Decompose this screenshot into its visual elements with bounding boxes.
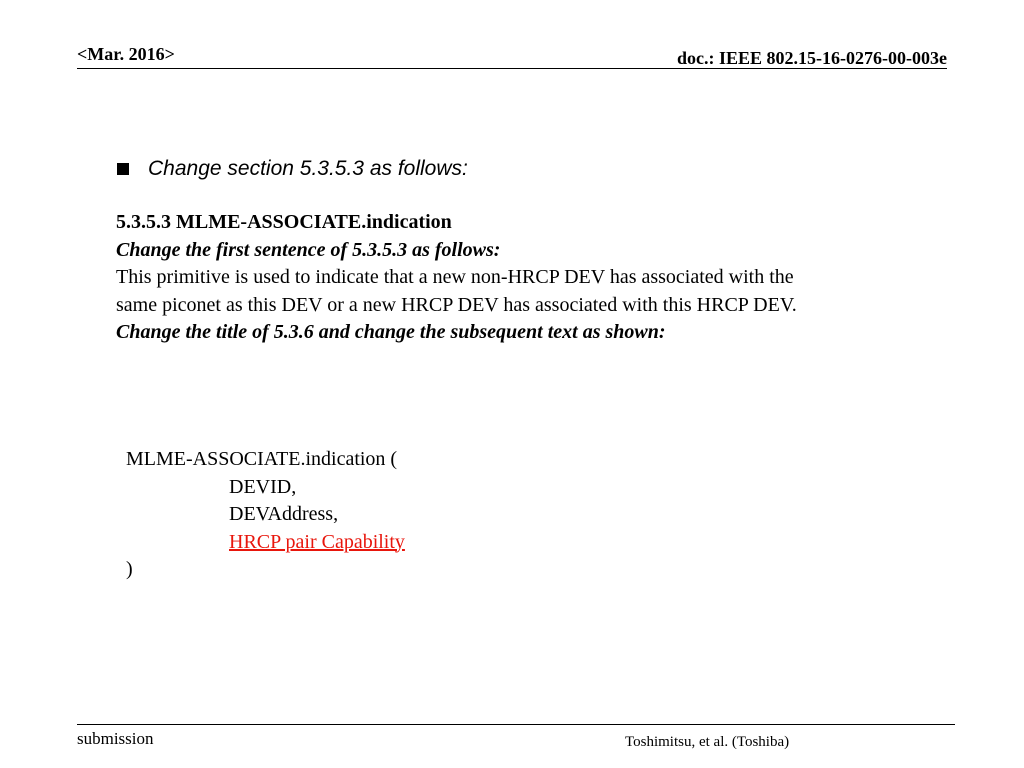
editing-instruction-2: Change the title of 5.3.6 and change the subsequent text as shown: bbox=[116, 321, 666, 343]
bullet-text: Change section 5.3.5.3 as follows: bbox=[148, 157, 468, 180]
primitive-param: DEVID, bbox=[229, 475, 297, 498]
body-text bbox=[116, 209, 836, 347]
primitive-definition bbox=[126, 446, 405, 584]
footer-right: Toshimitsu, et al. (Toshiba) bbox=[625, 734, 790, 750]
header-date: <Mar. 2016> bbox=[77, 44, 175, 64]
section-heading: 5.3.5.3 MLME-ASSOCIATE.indication bbox=[116, 211, 452, 233]
header-rule bbox=[77, 68, 947, 69]
editing-instruction-1: Change the first sentence of 5.3.5.3 as follows: bbox=[116, 238, 501, 261]
inserted-param: HRCP pair Capability bbox=[229, 530, 405, 553]
primitive-name: MLME-ASSOCIATE.indication ( bbox=[126, 448, 398, 470]
body-paragraph: This primitive is used to indicate that a new non-HRCP DEV has associated with the same piconet as this DEV or a new HRCP DEV has associated with this HRCP DEV. bbox=[116, 266, 797, 316]
bullet-item bbox=[117, 155, 468, 183]
header-doc-id: doc.: IEEE 802.15-16-0276-00-003e bbox=[677, 48, 947, 68]
square-bullet-icon bbox=[117, 163, 129, 175]
footer-rule bbox=[77, 724, 955, 725]
primitive-param: DEVAddress, bbox=[229, 503, 339, 525]
footer-left: submission bbox=[77, 729, 154, 748]
primitive-close: ) bbox=[126, 558, 133, 580]
